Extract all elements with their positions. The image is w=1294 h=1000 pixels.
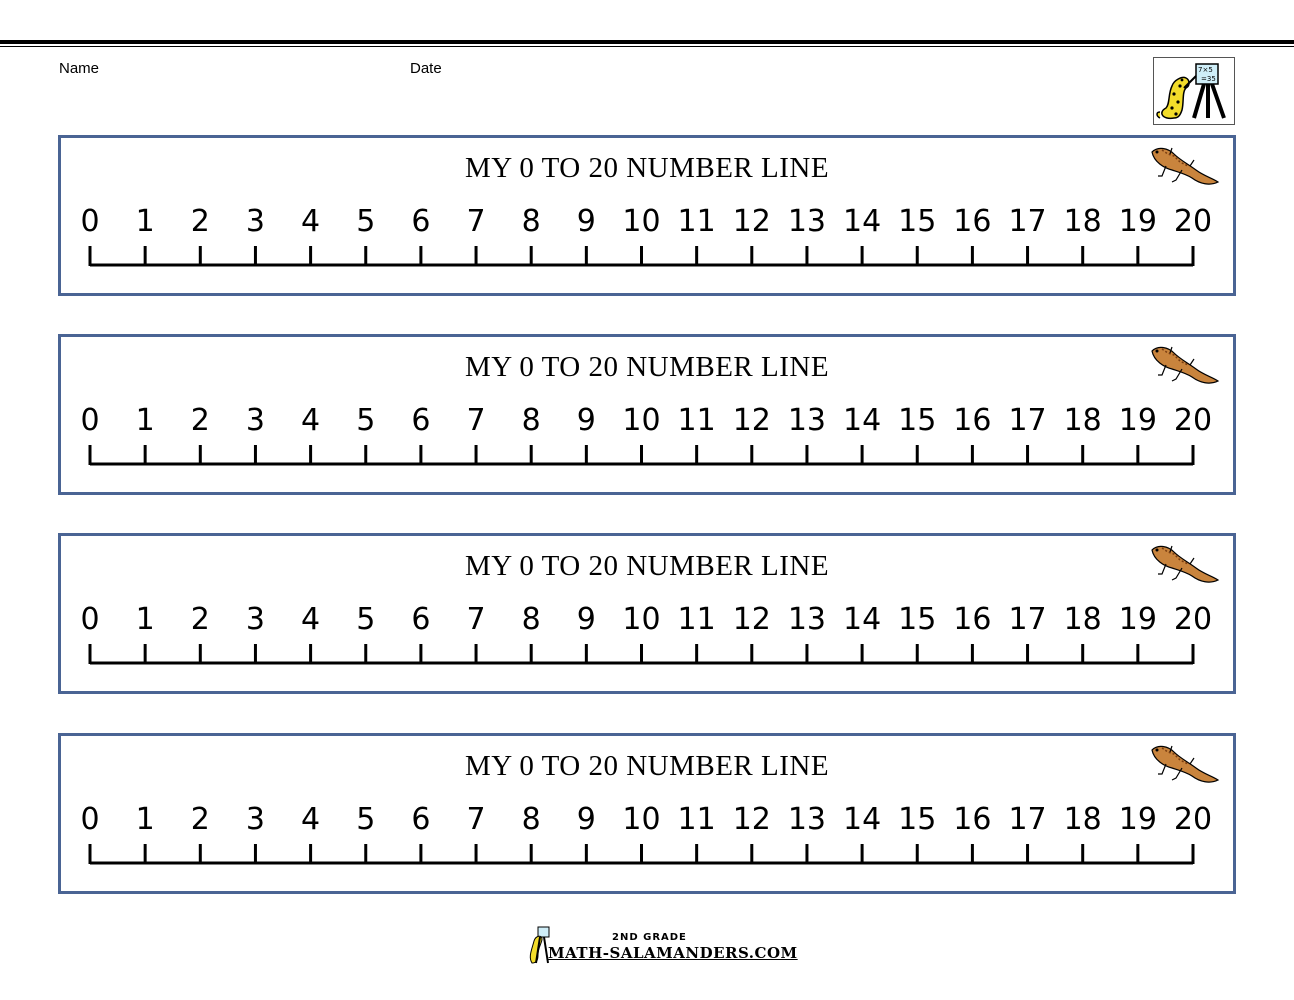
tick-label-12: 12 [732,602,771,637]
tick-label-5: 5 [356,602,376,637]
number-line [61,337,1233,492]
tick-label-16: 16 [953,204,992,239]
tick-label-5: 5 [356,802,376,837]
number-line [61,536,1233,691]
tick-label-5: 5 [356,204,376,239]
newt-icon [1148,343,1220,389]
tick-label-1: 1 [135,602,155,637]
tick-label-7: 7 [466,204,486,239]
tick-label-4: 4 [301,403,321,438]
date-label: Date [410,60,442,77]
tick-label-11: 11 [677,204,716,239]
number-line-strip [58,334,1236,495]
footer-logo [528,925,550,965]
tick-label-2: 2 [190,602,210,637]
tick-label-4: 4 [301,602,321,637]
tick-label-3: 3 [245,602,265,637]
tick-label-1: 1 [135,204,155,239]
tick-label-3: 3 [245,802,265,837]
tick-label-12: 12 [732,802,771,837]
tick-label-3: 3 [245,403,265,438]
tick-label-10: 10 [622,403,661,438]
tick-label-6: 6 [411,602,431,637]
tick-label-8: 8 [521,602,541,637]
tick-label-0: 0 [80,204,100,239]
tick-label-13: 13 [787,602,827,637]
tick-label-18: 18 [1063,403,1102,438]
tick-label-17: 17 [1008,403,1047,438]
tick-label-15: 15 [898,403,937,438]
tick-label-0: 0 [80,602,100,637]
tick-label-19: 19 [1118,602,1157,637]
tick-label-20: 20 [1173,204,1213,239]
tick-label-1: 1 [135,802,155,837]
tick-label-13: 13 [787,802,827,837]
tick-label-12: 12 [732,204,771,239]
newt-icon [1148,542,1220,588]
tick-label-18: 18 [1063,204,1102,239]
tick-label-2: 2 [190,403,210,438]
newt-icon [1148,742,1220,788]
number-line-strip [58,135,1236,296]
tick-label-4: 4 [301,204,321,239]
tick-label-12: 12 [732,403,771,438]
tick-label-7: 7 [466,602,486,637]
tick-label-20: 20 [1173,602,1213,637]
tick-label-14: 14 [843,802,882,837]
tick-label-9: 9 [576,403,596,438]
top-rule [0,40,1294,44]
tick-label-10: 10 [622,204,661,239]
number-line [61,736,1233,891]
tick-label-4: 4 [301,802,321,837]
tick-label-2: 2 [190,802,210,837]
number-line-strip [58,733,1236,894]
logo-board-text-1: 7×5 [1198,66,1213,74]
tick-label-13: 13 [787,403,827,438]
tick-label-16: 16 [953,403,992,438]
tick-label-9: 9 [576,204,596,239]
tick-label-10: 10 [622,602,661,637]
tick-label-20: 20 [1173,802,1213,837]
tick-label-17: 17 [1008,204,1047,239]
tick-label-6: 6 [411,204,431,239]
tick-label-7: 7 [466,802,486,837]
top-rule-thin [0,46,1294,47]
tick-label-10: 10 [622,802,661,837]
tick-label-15: 15 [898,602,937,637]
tick-label-14: 14 [843,602,882,637]
tick-label-14: 14 [843,204,882,239]
tick-label-16: 16 [953,602,992,637]
tick-label-15: 15 [898,802,937,837]
header-logo [1153,57,1235,125]
tick-label-6: 6 [411,802,431,837]
tick-label-9: 9 [576,602,596,637]
tick-label-18: 18 [1063,802,1102,837]
tick-label-17: 17 [1008,602,1047,637]
tick-label-19: 19 [1118,204,1157,239]
strip-title: MY 0 TO 20 NUMBER LINE [464,550,830,582]
strip-title: MY 0 TO 20 NUMBER LINE [464,351,830,383]
tick-label-0: 0 [80,403,100,438]
number-line [61,138,1233,293]
tick-label-18: 18 [1063,602,1102,637]
strip-title: MY 0 TO 20 NUMBER LINE [464,152,830,184]
tick-label-8: 8 [521,802,541,837]
tick-label-1: 1 [135,403,155,438]
tick-label-16: 16 [953,802,992,837]
tick-label-11: 11 [677,403,716,438]
number-line-strip [58,533,1236,694]
tick-label-6: 6 [411,403,431,438]
tick-label-3: 3 [245,204,265,239]
tick-label-15: 15 [898,204,937,239]
tick-label-19: 19 [1118,403,1157,438]
footer-site-link[interactable]: MATH-SALAMANDERS.COM [548,944,798,962]
tick-label-19: 19 [1118,802,1157,837]
tick-label-11: 11 [677,802,716,837]
tick-label-7: 7 [466,403,486,438]
tick-label-20: 20 [1173,403,1213,438]
tick-label-5: 5 [356,403,376,438]
tick-label-9: 9 [576,802,596,837]
tick-label-17: 17 [1008,802,1047,837]
tick-label-14: 14 [843,403,882,438]
logo-board-text-2: =35 [1201,75,1216,83]
salamander-teacher-icon [1154,58,1234,124]
name-label: Name [59,60,100,77]
tick-label-13: 13 [787,204,827,239]
tick-label-0: 0 [80,802,100,837]
tick-label-8: 8 [521,204,541,239]
tick-label-11: 11 [677,602,716,637]
strip-title: MY 0 TO 20 NUMBER LINE [464,750,830,782]
tick-label-8: 8 [521,403,541,438]
tick-label-2: 2 [190,204,210,239]
footer-grade: 2ND GRADE [612,932,687,943]
newt-icon [1148,144,1220,190]
